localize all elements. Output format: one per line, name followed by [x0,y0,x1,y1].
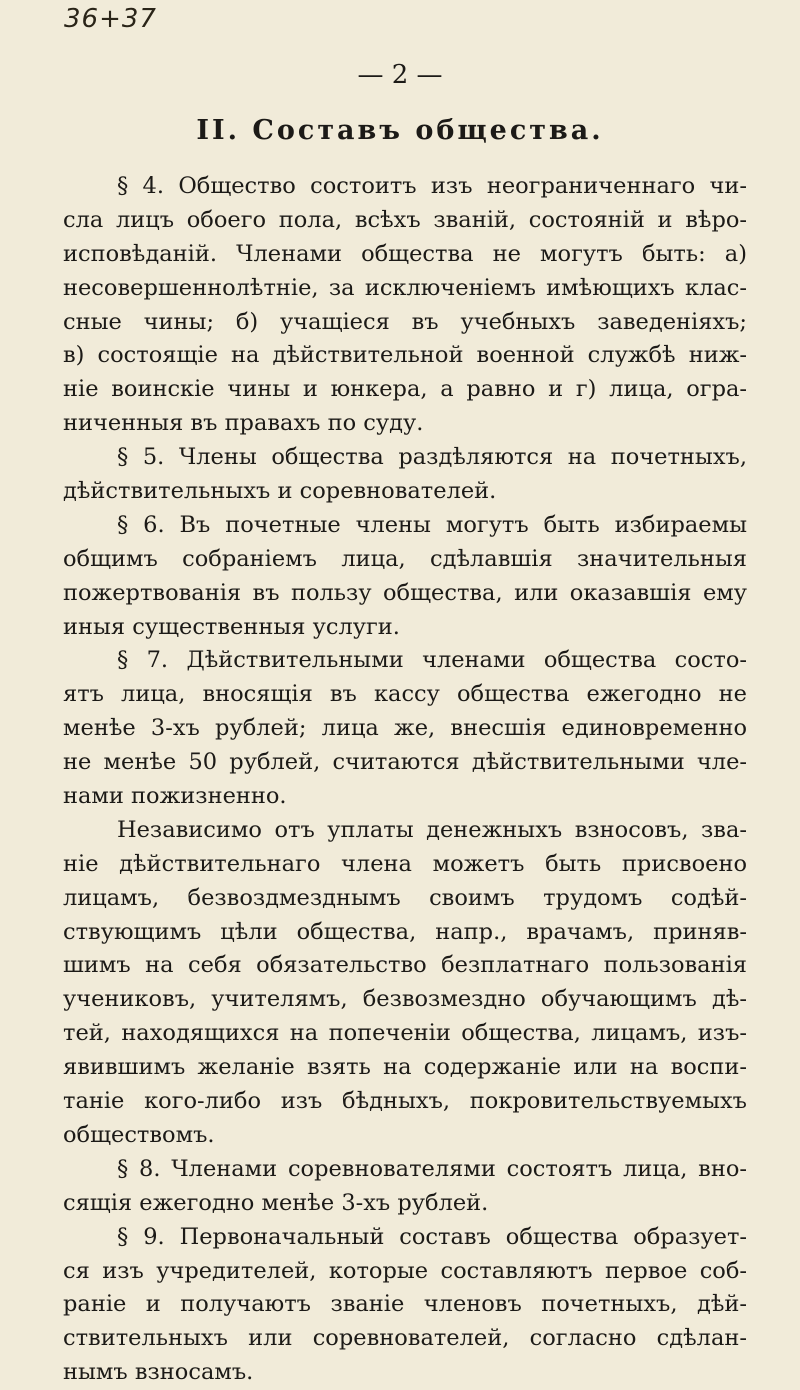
text-line: таніе кого-либо изъ бѣдныхъ, покровительствуемыхъ [63,1088,747,1115]
text-line: явившимъ желаніе взять на содержаніе или на воспи- [63,1054,747,1081]
text-line: ніе воинскіе чины и юнкера, а равно и г) лица, огра- [63,376,747,403]
text-line: § 8. Членами соревнователями состоятъ лица, вно- [117,1155,747,1182]
text-line: ствительныхъ или соревнователей, согласно сдѣлан- [63,1325,747,1352]
text-line: обществомъ. [63,1121,215,1148]
text-line: пожертвованія въ пользу общества, или оказавшія ему [63,579,747,606]
text-line: ствующимъ цѣли общества, напр., врачамъ, приняв- [63,918,747,945]
text-line: § 5. Члены общества раздѣляются на почетныхъ, [117,444,747,471]
text-line: шимъ на себя обязательство безплатнаго пользованія [63,952,747,979]
text-line: иныя существенныя услуги. [63,613,400,640]
text-line: не менѣе 50 рублей, считаются дѣйствительными чле- [63,749,747,776]
text-line: сла лицъ обоего пола, всѣхъ званій, состояній и вѣро- [63,206,747,233]
text-line: учениковъ, учителямъ, безвозмездно обучающимъ дѣ- [63,986,747,1013]
text-line: ниченныя въ правахъ по суду. [63,410,424,437]
page-number: — 2 — [357,60,443,90]
text-line: лицамъ, безвоздмезднымъ своимъ трудомъ содѣй- [63,884,747,911]
text-line: сящія ежегодно менѣе 3-хъ рублей. [63,1189,489,1216]
text-line: в) состоящіе на дѣйствительной военной службѣ ниж- [63,342,747,369]
text-line: Независимо отъ уплаты денежныхъ взносовъ, зва- [117,816,747,843]
text-line: ся изъ учредителей, которые составляютъ первое соб- [63,1257,747,1284]
text-line: нымъ взносамъ. [63,1359,254,1386]
text-line: дѣйствительныхъ и соревнователей. [63,478,497,505]
handwritten-annotation: 36+37 [64,4,157,34]
text-line: ятъ лица, вносящія въ кассу общества ежегодно не [63,681,747,708]
text-line: несовершеннолѣтніе, за исключеніемъ имѣющихъ клас- [63,274,747,301]
text-line: общимъ собраніемъ лица, сдѣлавшія значительныя [63,545,747,572]
text-line: сные чины; б) учащіеся въ учебныхъ заведеніяхъ; [63,308,747,335]
text-line: § 9. Первоначальный составъ общества образует- [117,1223,747,1250]
text-line: исповѣданій. Членами общества не могутъ быть: а) [63,240,747,267]
text-line: раніе и получаютъ званіе членовъ почетныхъ, дѣй- [63,1291,747,1318]
text-line: менѣе 3-хъ рублей; лица же, внесшія единовременно [63,715,747,742]
section-heading: II. Составъ общества. [196,115,604,146]
text-line: нами пожизненно. [63,783,287,810]
text-line: тей, находящихся на попеченіи общества, лицамъ, изъ- [63,1020,747,1047]
text-line: § 6. Въ почетные члены могутъ быть избираемы [117,511,747,538]
body-text [63,170,747,1390]
text-line: ніе дѣйствительнаго члена можетъ быть присвоено [63,850,747,877]
text-line: § 4. Общество состоитъ изъ неограниченнаго чи- [117,173,747,199]
text-line: § 7. Дѣйствительными членами общества состо- [117,647,747,674]
